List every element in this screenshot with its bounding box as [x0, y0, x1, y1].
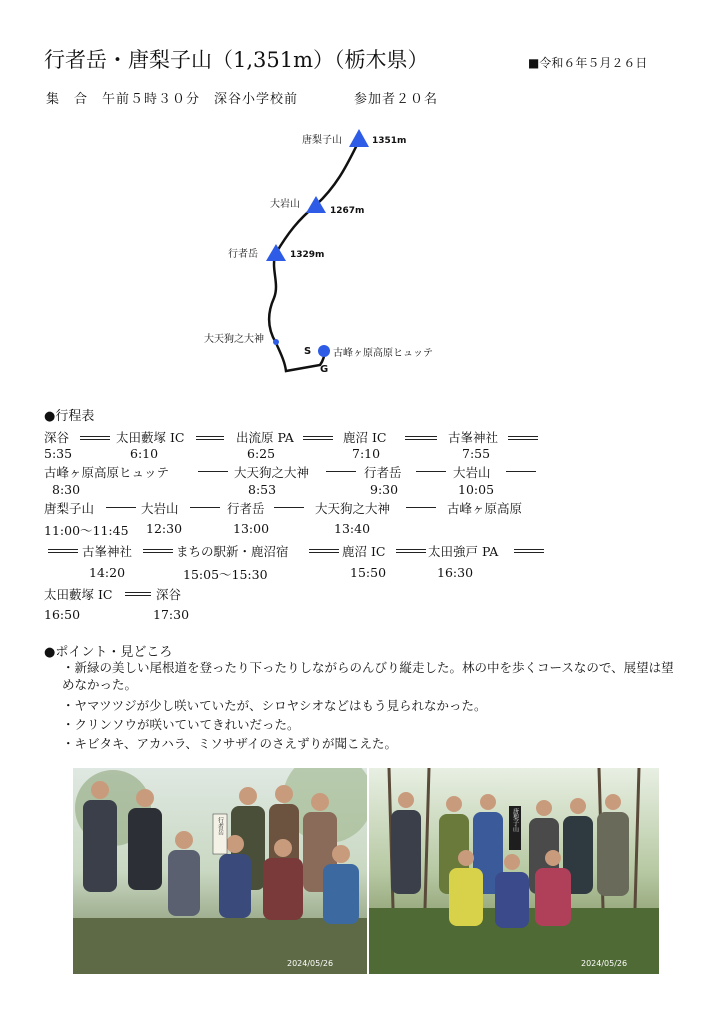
itinerary-time: 8:30: [52, 482, 81, 497]
itinerary-stop: 深谷: [156, 587, 182, 602]
itinerary-time: 16:30: [437, 565, 474, 580]
trailhead-name: 古峰ヶ原高原ヒュッテ: [333, 348, 433, 359]
itinerary-stop: 行者岳: [364, 465, 402, 480]
itinerary-stop: まちの駅新・鹿沼宿: [176, 544, 289, 559]
itinerary-stop: 古峰ヶ原高原ヒュッテ: [44, 465, 170, 480]
route-connector: [514, 549, 544, 553]
page-title: 行者岳・唐梨子山（1,351m）（栃木県）: [44, 48, 429, 72]
peak-name: 大岩山: [270, 199, 300, 210]
peak-name: 唐梨子山: [302, 135, 342, 146]
itinerary-stop: 出流原 PA: [236, 430, 294, 445]
meeting-info: 集 合 午前５時３０分 深谷小学校前 参加者２０名: [46, 92, 439, 107]
route-connector: [309, 549, 339, 553]
peak-name: 行者岳: [228, 249, 258, 260]
route-connector: [506, 471, 536, 472]
waypoint-marker: [273, 339, 279, 345]
route-connector: [198, 471, 228, 472]
itinerary-stop: 大天狗之大神: [234, 465, 310, 480]
goal-label: G: [320, 364, 329, 375]
itinerary-stop: 太田藪塚 IC: [116, 430, 185, 445]
route-map: [190, 118, 470, 388]
itinerary-time: 7:10: [352, 446, 381, 461]
route-connector: [48, 549, 78, 553]
itinerary-time: 6:10: [130, 446, 159, 461]
photo-timestamp: 2024/05/26: [581, 959, 628, 968]
report-date: ■令和６年５月２６日: [528, 56, 648, 70]
point-item: ・キビタキ、アカハラ、ミソサザイのさえずりが聞こえた。: [62, 736, 398, 751]
itinerary-time: 11:00～11:45: [44, 523, 129, 538]
point-item: ・ヤマツツジが少し咲いていたが、シロヤシオなどはもう見られなかった。: [62, 698, 487, 713]
peak-elevation: 1267m: [330, 206, 365, 216]
route-connector: [80, 436, 110, 440]
itinerary-stop: 古峯神社: [448, 430, 499, 445]
itinerary-time: 15:05～15:30: [183, 567, 268, 582]
peak-elevation: 1329m: [290, 250, 325, 260]
itinerary-time: 16:50: [44, 607, 81, 622]
start-label: S: [304, 346, 312, 357]
itinerary-stop: 鹿沼 IC: [342, 544, 386, 559]
trailhead-marker: [318, 345, 330, 357]
itinerary-time: 8:53: [248, 482, 277, 497]
route-connector: [190, 507, 220, 508]
itinerary-time: 17:30: [153, 607, 190, 622]
points-heading: ●ポイント・見どころ: [44, 645, 173, 660]
route-connector: [106, 507, 136, 508]
itinerary-time: 7:55: [462, 446, 491, 461]
peak-marker-karanashiyama: [349, 129, 369, 147]
itinerary-time: 9:30: [370, 482, 399, 497]
itinerary-time: 13:00: [233, 521, 270, 536]
itinerary-stop: 大岩山: [141, 501, 179, 516]
itinerary-time: 5:35: [44, 446, 73, 461]
itinerary-time: 10:05: [458, 482, 495, 497]
route-connector: [406, 507, 436, 508]
itinerary-stop: 大岩山: [453, 465, 491, 480]
itinerary-stop: 行者岳: [227, 501, 265, 516]
itinerary-time: 14:20: [89, 565, 126, 580]
route-connector: [405, 436, 437, 440]
itinerary-time: 15:50: [350, 565, 387, 580]
route-connector: [196, 436, 224, 440]
itinerary-stop: 大天狗之大神: [315, 501, 391, 516]
peak-marker-gyojadake: [266, 244, 286, 261]
group-photo: [73, 768, 367, 974]
itinerary-stop: 太田強戸 PA: [428, 544, 499, 559]
route-connector: [125, 592, 151, 596]
itinerary-stop: 深谷: [44, 430, 70, 445]
route-connector: [274, 507, 304, 508]
point-item: ・新緑の美しい尾根道を登ったり下ったりしながらのんびり縦走した。林の中を歩くコースなので、展望は望めなかった。: [62, 660, 674, 692]
route-connector: [303, 436, 333, 440]
route-connector: [508, 436, 538, 440]
itinerary-stop: 古峰ヶ原高原: [447, 501, 523, 516]
itinerary-time: 13:40: [334, 521, 371, 536]
route-connector: [416, 471, 446, 472]
itinerary-time: 6:25: [247, 446, 276, 461]
photo-timestamp: 2024/05/26: [287, 959, 334, 968]
waypoint-name: 大天狗之大神: [204, 334, 264, 345]
group-photo: [369, 768, 659, 974]
route-connector: [396, 549, 426, 553]
summit-sign: 唐梨子山: [511, 808, 519, 832]
route-connector: [143, 549, 173, 553]
itinerary-stop: 唐梨子山: [44, 501, 95, 516]
itinerary-heading: ●行程表: [44, 409, 95, 424]
itinerary-stop: 鹿沼 IC: [343, 430, 387, 445]
itinerary-stop: 太田藪塚 IC: [44, 587, 113, 602]
point-item: ・クリンソウが咲いていてきれいだった。: [62, 717, 300, 732]
itinerary-stop: 古峯神社: [82, 544, 133, 559]
peak-elevation: 1351m: [372, 136, 407, 146]
itinerary-time: 12:30: [146, 521, 183, 536]
summit-sign: 行者岳: [216, 817, 224, 835]
route-connector: [326, 471, 356, 472]
